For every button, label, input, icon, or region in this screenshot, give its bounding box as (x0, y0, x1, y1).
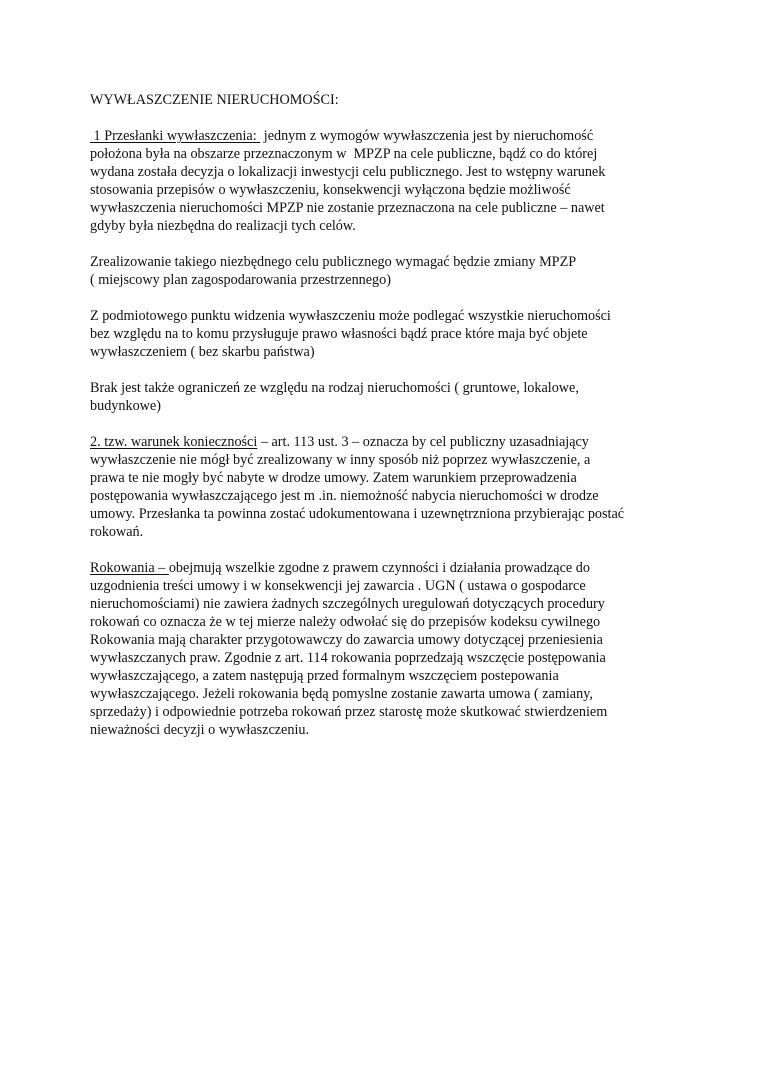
paragraph4-line: budynkowe) (90, 398, 161, 414)
section3-line: uzgodnienia treści umowy i w konsekwencji jej zawarcia . UGN ( ustawa o gospodarce (90, 578, 586, 594)
section3-line: Rokowania mają charakter przygotowawczy do zawarcia umowy dotyczącej przeniesienia (90, 632, 603, 648)
section3-line: wywłaszczanych praw. Zgodnie z art. 114 rokowania poprzedzają wszczęcie postępowania (90, 650, 606, 666)
paragraph2-line: ( miejscowy plan zagospodarowania przestrzennego) (90, 272, 391, 288)
section1-heading: 1 Przesłanki wywłaszczenia: (90, 128, 261, 144)
paragraph3-line: wywłaszczeniem ( bez skarbu państwa) (90, 344, 315, 360)
paragraph-gap (90, 289, 680, 307)
section3-line: nieruchomościami) nie zawiera żadnych szczególnych uregulowań dotyczących procedury (90, 596, 605, 612)
section2-first-line-text: – art. 113 ust. 3 – oznacza by cel publiczny uzasadniający (257, 434, 589, 450)
paragraph-gap (90, 235, 680, 253)
section1-first-line (90, 127, 680, 145)
section2-first-line (90, 433, 680, 451)
document-title: WYWŁASZCZENIE NIERUCHOMOŚCI: (90, 92, 339, 108)
section3-line: wywłaszczającego. Jeżeli rokowania będą pomyslne zostanie zawarta umowa ( zamiany, (90, 686, 593, 702)
section3-heading: Rokowania – (90, 560, 169, 576)
paragraph3-line: bez względu na to komu przysługuje prawo własności bądź prace które maja być objete (90, 326, 588, 342)
section2-line: rokowań. (90, 524, 144, 540)
section1-line: wywłaszczenia nieruchomości MPZP nie zostanie przeznaczona na cele publiczne – nawet (90, 200, 605, 216)
section3-line: wywłaszczającego, a zatem następują przed formalnym wszczęciem postepowania (90, 668, 559, 684)
paragraph-gap (90, 541, 680, 559)
paragraph4-line: Brak jest także ograniczeń ze względu na rodzaj nieruchomości ( gruntowe, lokalowe, (90, 380, 579, 396)
section3-line: sprzedaży) i odpowiednie potrzeba rokowań przez starostę może skutkować stwierdzeniem (90, 704, 608, 720)
section3-line: nieważności decyzji o wywłaszczeniu. (90, 722, 310, 738)
section2-line: postępowania wywłaszczającego jest m .in. niemożność nabycia nieruchomości w drodze (90, 488, 599, 504)
section1-line: stosowania przepisów o wywłaszczeniu, konsekwencji wyłączona będzie możliwość (90, 182, 571, 198)
document-page (90, 91, 680, 739)
section3-first-line-text: obejmują wszelkie zgodne z prawem czynności i działania prowadzące do (168, 560, 590, 576)
paragraph-gap (90, 415, 680, 433)
section2-heading: 2. tzw. warunek konieczności (90, 434, 258, 450)
paragraph3-line: Z podmiotowego punktu widzenia wywłaszczeniu może podlegać wszystkie nieruchomości (90, 308, 611, 324)
section2-line: prawa te nie mogły być nabyte w drodze umowy. Zatem warunkiem przeprowadzenia (90, 470, 577, 486)
section1-line: położona była na obszarze przeznaczonym w MPZP na cele publiczne, bądź co do której (90, 146, 598, 162)
section3-first-line (90, 559, 680, 577)
section1-line: gdyby była niezbędna do realizacji tych celów. (90, 218, 356, 234)
section1-first-line-text: jednym z wymogów wywłaszczenia jest by nieruchomość (260, 128, 594, 144)
paragraph-gap (90, 109, 680, 127)
section2-line: wywłaszczenie nie mógł być zrealizowany w inny sposób niż poprzez wywłaszczenie, a (90, 452, 591, 468)
section1-line: wydana została decyzja o lokalizacji inwestycji celu publicznego. Jest to wstępny warunek (90, 164, 606, 180)
paragraph2-line: Zrealizowanie takiego niezbędnego celu publicznego wymagać będzie zmiany MPZP (90, 254, 577, 270)
paragraph-gap (90, 361, 680, 379)
section2-line: umowy. Przesłanka ta powinna zostać udokumentowana i uzewnętrzniona przybierając postać (90, 506, 625, 522)
section3-line: rokowań co oznacza że w tej mierze należy odwołać się do przepisów kodeksu cywilnego (90, 614, 601, 630)
